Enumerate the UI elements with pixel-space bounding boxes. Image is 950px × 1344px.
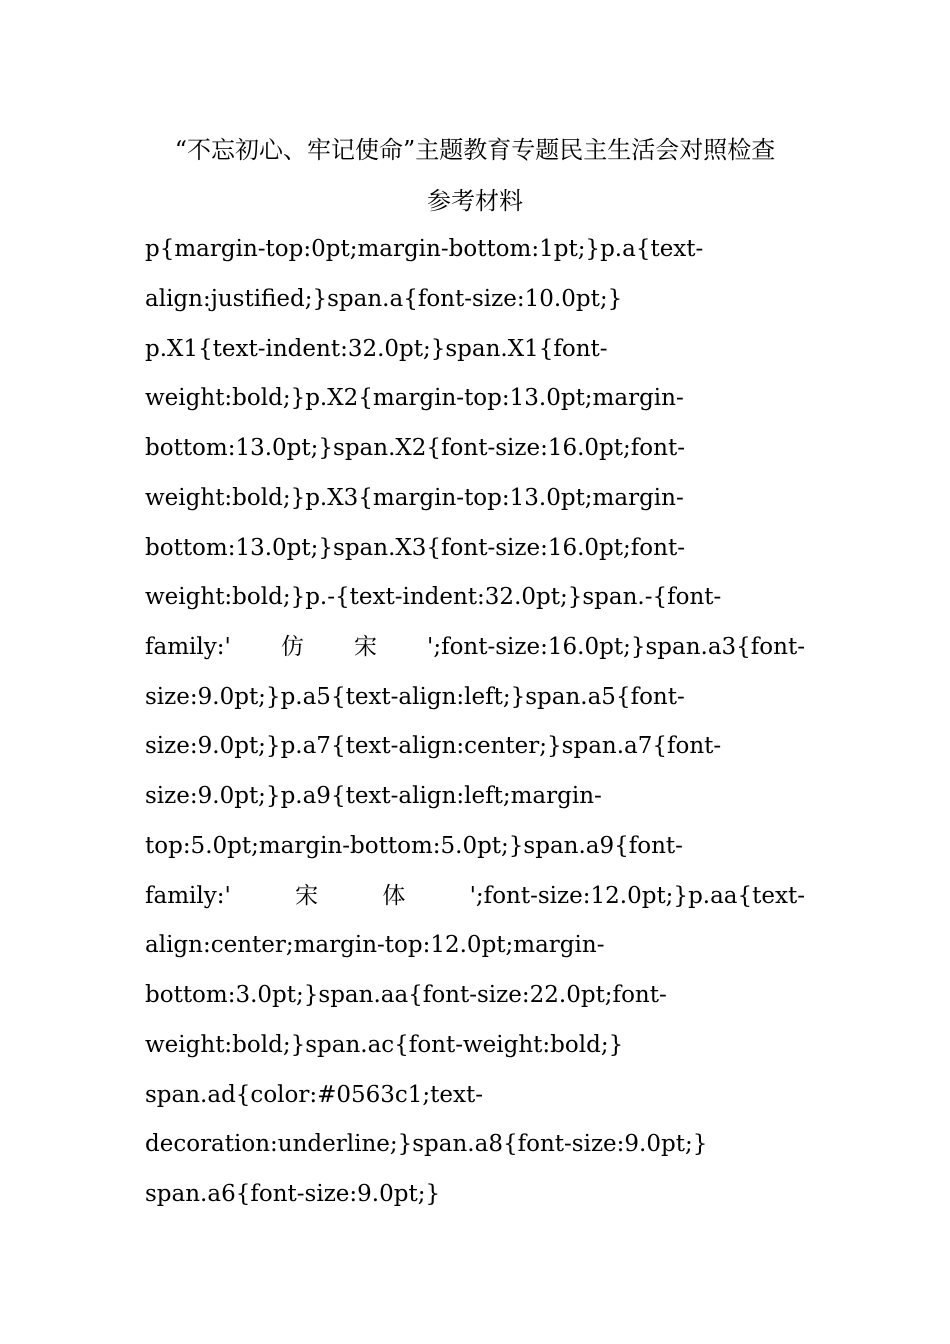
body-line-17: weight:bold;}span.ac{font-weight:bold;} [145,1032,624,1058]
body-line-14-spread [145,881,805,911]
spread-1-part-c: 宋 [353,634,377,660]
body-line-13: top:5.0pt;margin-bottom:5.0pt;}span.a9{font- [145,833,683,859]
body-line-3: p.X1{text-indent:32.0pt;}span.X1{font- [145,336,608,362]
spread-1-part-d: ';font-size:16.0pt;}span.a3{font- [427,634,805,660]
body-line-9-spread [145,632,805,662]
body-line-10: size:9.0pt;}p.a5{text-align:left;}span.a5{font- [145,684,685,710]
body-line-16: bottom:3.0pt;}span.aa{font-size:22.0pt;font- [145,982,667,1008]
spread-1-part-b: 仿 [280,634,304,660]
spread-2-part-a: family:' [145,883,231,909]
body-line-8: weight:bold;}p.-{text-indent:32.0pt;}span.-{font- [145,584,722,610]
spread-1-part-a: family:' [145,634,231,660]
body-line-5: bottom:13.0pt;}span.X2{font-size:16.0pt;font- [145,435,685,461]
body-line-6: weight:bold;}p.X3{margin-top:13.0pt;margin- [145,485,684,511]
body-line-4: weight:bold;}p.X2{margin-top:13.0pt;margin- [145,385,684,411]
body-line-1: p{margin-top:0pt;margin-bottom:1pt;}p.a{text- [145,236,704,262]
body-line-11: size:9.0pt;}p.a7{text-align:center;}span.a7{font- [145,733,722,759]
body-line-20: span.a6{font-size:9.0pt;} [145,1181,441,1207]
body-line-7: bottom:13.0pt;}span.X3{font-size:16.0pt;font- [145,535,685,561]
document-title-line-1: “不忘初心、牢记使命”主题教育专题民主生活会对照检查 [174,136,776,164]
body-line-12: size:9.0pt;}p.a9{text-align:left;margin- [145,783,602,809]
spread-2-part-d: ';font-size:12.0pt;}p.aa{text- [469,883,805,909]
spread-2-part-b: 宋 [295,883,319,909]
body-line-19: decoration:underline;}span.a8{font-size:9.0pt;} [145,1131,708,1157]
document-title-line-2: 参考材料 [427,187,523,215]
spread-2-part-c: 体 [382,883,406,909]
body-line-18: span.ad{color:#0563c1;text- [145,1082,484,1108]
body-line-15: align:center;margin-top:12.0pt;margin- [145,932,605,958]
body-line-2: align:justified;}span.a{font-size:10.0pt;} [145,286,623,312]
